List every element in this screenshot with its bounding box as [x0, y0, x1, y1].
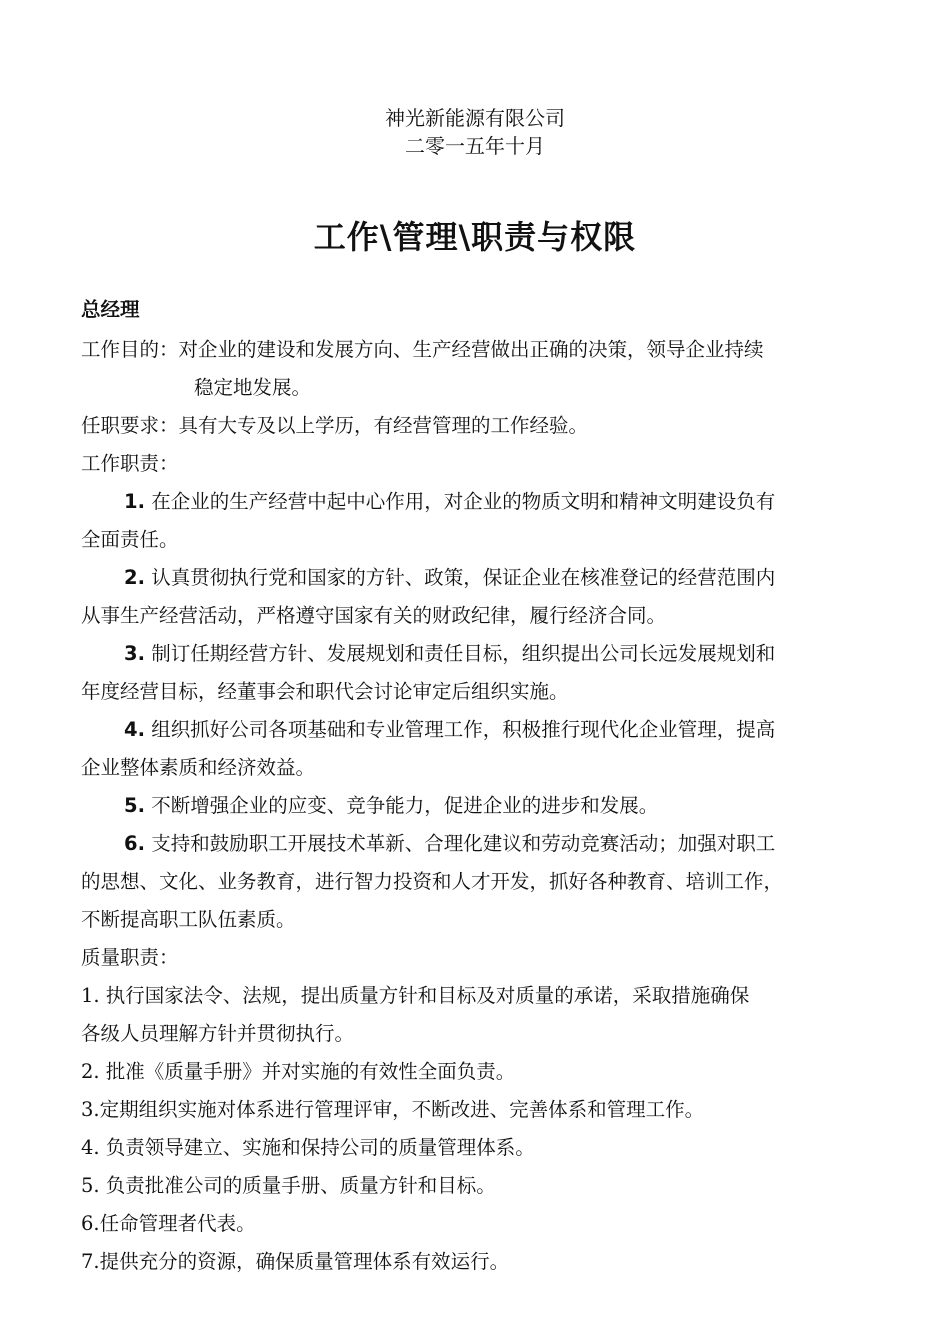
- quality-item-7: 7.提供充分的资源，确保质量管理体系有效运行。: [81, 1250, 510, 1273]
- document-date: 二零一五年十月: [405, 134, 545, 158]
- duty-number: 2.: [124, 566, 145, 589]
- page-title: 工作\管理\职责与权限: [313, 218, 637, 256]
- purpose-label: 工作目的：: [81, 338, 179, 361]
- duty-number: 1.: [124, 490, 145, 513]
- duty-number: 3.: [124, 642, 145, 665]
- quality-item-1-cont: 各级人员理解方针并贯彻执行。: [81, 1022, 355, 1045]
- purpose-line-1: [81, 334, 764, 362]
- quality-item-3: 3.定期组织实施对体系进行管理评审，不断改进、完善体系和管理工作。: [81, 1098, 705, 1121]
- duty-item-4-cont: 企业整体素质和经济效益。: [81, 756, 316, 779]
- requirement-text: 具有大专及以上学历，有经营管理的工作经验。: [178, 414, 589, 437]
- duties-label: 工作职责：: [81, 452, 179, 475]
- duty-number: 5.: [124, 794, 145, 817]
- duty-text: 在企业的生产经营中起中心作用，对企业的物质文明和精神文明建设负有: [151, 490, 776, 513]
- duty-item-6-cont-1: 的思想、文化、业务教育，进行智力投资和人才开发，抓好各种教育、培训工作，: [81, 870, 784, 893]
- quality-item-1: 1. 执行国家法令、法规，提出质量方针和目标及对质量的承诺，采取措施确保: [81, 984, 750, 1007]
- duty-item-3: [124, 638, 775, 666]
- quality-item-2: 2. 批准《质量手册》并对实施的有效性全面负责。: [81, 1060, 516, 1083]
- purpose-text-1: 对企业的建设和发展方向、生产经营做出正确的决策，领导企业持续: [178, 338, 764, 361]
- purpose-line-2: 稳定地发展。: [194, 376, 312, 399]
- duty-item-1: [124, 486, 775, 514]
- duty-item-3-cont: 年度经营目标，经董事会和职代会讨论审定后组织实施。: [81, 680, 569, 703]
- duty-number: 4.: [124, 718, 145, 741]
- duty-text: 不断增强企业的应变、竞争能力，促进企业的进步和发展。: [151, 794, 659, 817]
- duty-item-1-cont: 全面责任。: [81, 528, 179, 551]
- duty-text: 认真贯彻执行党和国家的方针、政策，保证企业在核准登记的经营范围内: [151, 566, 776, 589]
- duty-text: 支持和鼓励职工开展技术革新、合理化建议和劳动竞赛活动；加强对职工: [151, 832, 776, 855]
- quality-item-5: 5. 负责批准公司的质量手册、质量方针和目标。: [81, 1174, 496, 1197]
- duty-item-2: [124, 562, 775, 590]
- quality-label: 质量职责：: [81, 946, 179, 969]
- section-heading: 总经理: [81, 298, 140, 321]
- quality-item-4: 4. 负责领导建立、实施和保持公司的质量管理体系。: [81, 1136, 535, 1159]
- duty-item-5: [124, 790, 658, 818]
- duty-item-2-cont: 从事生产经营活动，严格遵守国家有关的财政纪律，履行经济合同。: [81, 604, 667, 627]
- company-name: 神光新能源有限公司: [385, 106, 565, 130]
- duty-text: 组织抓好公司各项基础和专业管理工作，积极推行现代化企业管理，提高: [151, 718, 776, 741]
- duty-text: 制订任期经营方针、发展规划和责任目标，组织提出公司长远发展规划和: [151, 642, 776, 665]
- quality-item-6: 6.任命管理者代表。: [81, 1212, 256, 1235]
- requirement-label: 任职要求：: [81, 414, 179, 437]
- duty-item-6-cont-2: 不断提高职工队伍素质。: [81, 908, 296, 931]
- duty-number: 6.: [124, 832, 145, 855]
- requirement-line: [81, 410, 588, 438]
- duty-item-6: [124, 828, 775, 856]
- duty-item-4: [124, 714, 775, 742]
